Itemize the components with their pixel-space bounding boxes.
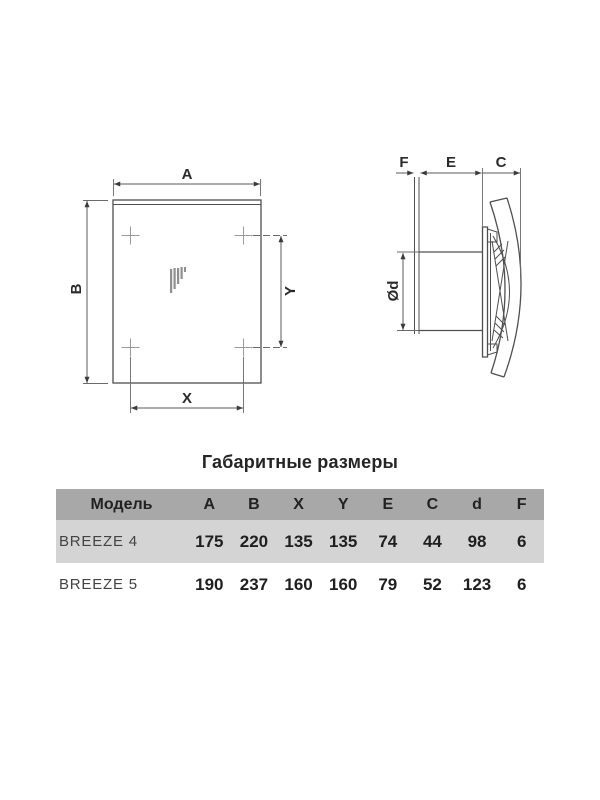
table-row	[56, 520, 544, 563]
column-header-y: Y	[337, 495, 349, 513]
dimension-label-b: B	[68, 283, 85, 295]
value-c: 52	[422, 574, 442, 594]
dimension-label-e: E	[445, 154, 457, 171]
front-view	[68, 166, 299, 413]
value-d: 123	[462, 574, 492, 594]
front-panel-outline	[113, 200, 261, 383]
dimension-label-c: C	[495, 154, 507, 171]
dimension-label-diameter: Ød	[385, 280, 402, 302]
model-name: BREEZE 5	[59, 576, 138, 593]
curved-front-cover	[490, 198, 521, 377]
value-x: 160	[284, 574, 313, 594]
value-a: 190	[195, 574, 224, 594]
dimension-y	[253, 236, 299, 348]
dimension-diameter	[385, 252, 419, 331]
column-header-f: F	[516, 495, 527, 513]
table-header-row	[56, 489, 544, 520]
value-e: 79	[378, 574, 398, 594]
column-header-model: Модель	[90, 495, 153, 513]
mounting-plate	[483, 227, 488, 357]
value-f: 6	[516, 574, 527, 594]
column-header-d: d	[472, 495, 482, 513]
dimension-b	[68, 201, 108, 384]
value-b: 237	[239, 574, 269, 594]
value-x: 135	[284, 531, 313, 551]
column-header-e: E	[382, 495, 394, 513]
value-y: 135	[329, 531, 358, 551]
dimensions-table	[56, 489, 544, 606]
column-header-c: C	[426, 495, 439, 513]
column-header-a: A	[203, 495, 216, 513]
dimension-label-x: X	[181, 390, 193, 407]
dimension-label-f: F	[399, 154, 409, 171]
value-y: 160	[329, 574, 358, 594]
dimension-a	[114, 166, 261, 196]
model-name: BREEZE 4	[59, 533, 138, 550]
dimension-label-a: A	[181, 166, 193, 183]
value-c: 44	[422, 531, 442, 551]
fan-logo	[170, 267, 186, 293]
value-b: 220	[239, 531, 269, 551]
mounting-hole-crosshairs	[122, 227, 253, 357]
column-header-x: X	[293, 495, 304, 513]
value-e: 74	[378, 531, 398, 551]
side-view	[385, 154, 521, 377]
duct	[415, 177, 483, 334]
column-header-b: B	[248, 495, 260, 513]
grill-housing	[488, 229, 510, 355]
dimension-label-y: Y	[282, 285, 299, 297]
section-title: Габаритные размеры	[201, 452, 399, 472]
value-f: 6	[516, 531, 527, 551]
value-a: 175	[195, 531, 224, 551]
value-d: 98	[467, 531, 487, 551]
dimension-x	[131, 357, 244, 413]
table-row	[56, 563, 544, 606]
